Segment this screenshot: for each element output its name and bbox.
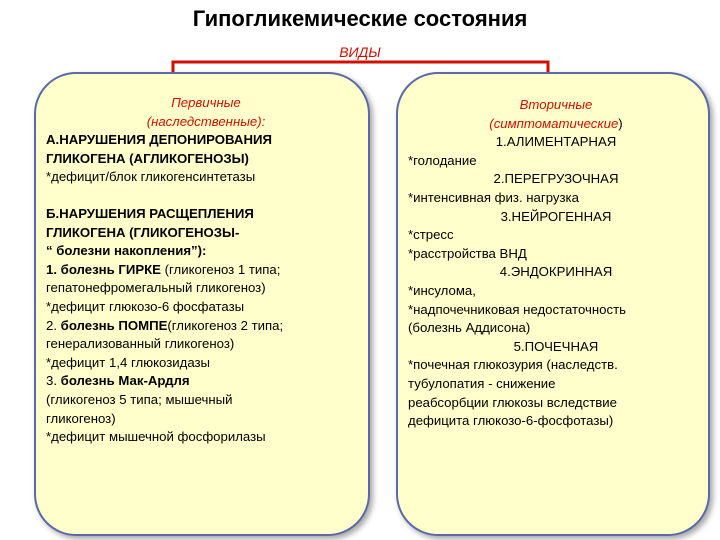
category-4-note: *надпочечниковая недостаточность bbox=[408, 301, 626, 317]
category-4-note: *инсулома, bbox=[408, 282, 476, 298]
category-5-title: 5.ПОЧЕЧНАЯ bbox=[513, 338, 599, 354]
category-4-title: 4.ЭНДОКРИННАЯ bbox=[499, 264, 613, 280]
disease-2-rest: (гликогеноз 2 типа; bbox=[167, 317, 284, 333]
section-a-title: ГЛИКОГЕНА (АГЛИКОГЕНОЗЫ) bbox=[46, 150, 249, 166]
section-a-note: *дефицит/блок гликогенсинтетазы bbox=[46, 169, 256, 185]
primary-heading: Первичные bbox=[171, 95, 241, 110]
secondary-heading-paren: ) bbox=[618, 115, 623, 131]
disease-3-note: *дефицит мышечной фосфорилазы bbox=[46, 429, 266, 445]
disease-1 bbox=[46, 261, 366, 280]
category-2-title: 2.ПЕРЕГРУЗОЧНАЯ bbox=[493, 171, 619, 187]
category-1-note: *голодание bbox=[408, 152, 477, 168]
secondary-types-content bbox=[408, 96, 704, 431]
disease-3-detail: гликогеноз) bbox=[46, 410, 116, 426]
section-a-title: А.НАРУШЕНИЯ ДЕПОНИРОВАНИЯ bbox=[46, 132, 272, 148]
category-4-note: (болезнь Аддисона) bbox=[408, 320, 531, 336]
disease-2-detail: генерализованный гликогеноз) bbox=[46, 336, 235, 352]
section-b-title: “ болезни накопления”): bbox=[46, 243, 207, 259]
disease-3-num: 3. bbox=[46, 373, 61, 389]
category-5-note: тубулопатия - снижение bbox=[408, 375, 556, 391]
disease-1-detail: гепатонефромегальный гликогеноз) bbox=[46, 280, 266, 296]
secondary-heading: Вторичные bbox=[519, 97, 593, 112]
category-5-note: дефицита глюкозо-6-фосфотазы) bbox=[408, 413, 614, 429]
category-3-note: *расстройства ВНД bbox=[408, 245, 527, 261]
primary-types-content bbox=[46, 94, 366, 447]
disease-1-num: 1. bbox=[46, 261, 61, 277]
spacer bbox=[46, 187, 366, 205]
page-title: Гипогликемические состояния bbox=[192, 6, 528, 31]
disease-3-name: болезнь Мак-Ардля bbox=[60, 373, 190, 389]
category-1-title: 1.АЛИМЕНТАРНАЯ bbox=[495, 134, 617, 150]
disease-1-rest: (гликогеноз 1 типа; bbox=[160, 261, 281, 277]
disease-1-name: болезнь ГИРКЕ bbox=[60, 261, 161, 277]
secondary-types-box bbox=[396, 72, 710, 536]
disease-2-name: болезнь ПОМПЕ bbox=[60, 317, 168, 333]
page-subtitle: ВИДЫ bbox=[339, 44, 381, 60]
category-5-note: *почечная глюкозурия (наследств. bbox=[408, 357, 618, 373]
disease-3-detail: (гликогеноз 5 типа; мышечный bbox=[46, 391, 233, 407]
disease-2-num: 2. bbox=[46, 317, 61, 333]
section-b-title: Б.НАРУШЕНИЯ РАСЩЕПЛЕНИЯ bbox=[46, 205, 254, 221]
category-3-title: 3.НЕЙРОГЕННАЯ bbox=[500, 208, 612, 224]
section-b-title: ГЛИКОГЕНА (ГЛИКОГЕНОЗЫ- bbox=[46, 224, 240, 240]
disease-3 bbox=[46, 372, 366, 391]
primary-types-box bbox=[34, 72, 370, 536]
secondary-heading-sub bbox=[408, 115, 704, 134]
category-3-note: *стресс bbox=[408, 227, 454, 243]
disease-2-note: *дефицит 1,4 глюкозидазы bbox=[46, 354, 211, 370]
category-5-note: реабсорбции глюкозы вследствие bbox=[408, 394, 617, 410]
disease-1-note: *дефицит глюкозо-6 фосфатазы bbox=[46, 298, 245, 314]
secondary-heading-sub-text: (симптоматические bbox=[489, 115, 619, 131]
category-2-note: *интенсивная физ. нагрузка bbox=[408, 189, 579, 205]
disease-2 bbox=[46, 317, 366, 336]
primary-heading-sub: (наследственные): bbox=[146, 113, 266, 129]
